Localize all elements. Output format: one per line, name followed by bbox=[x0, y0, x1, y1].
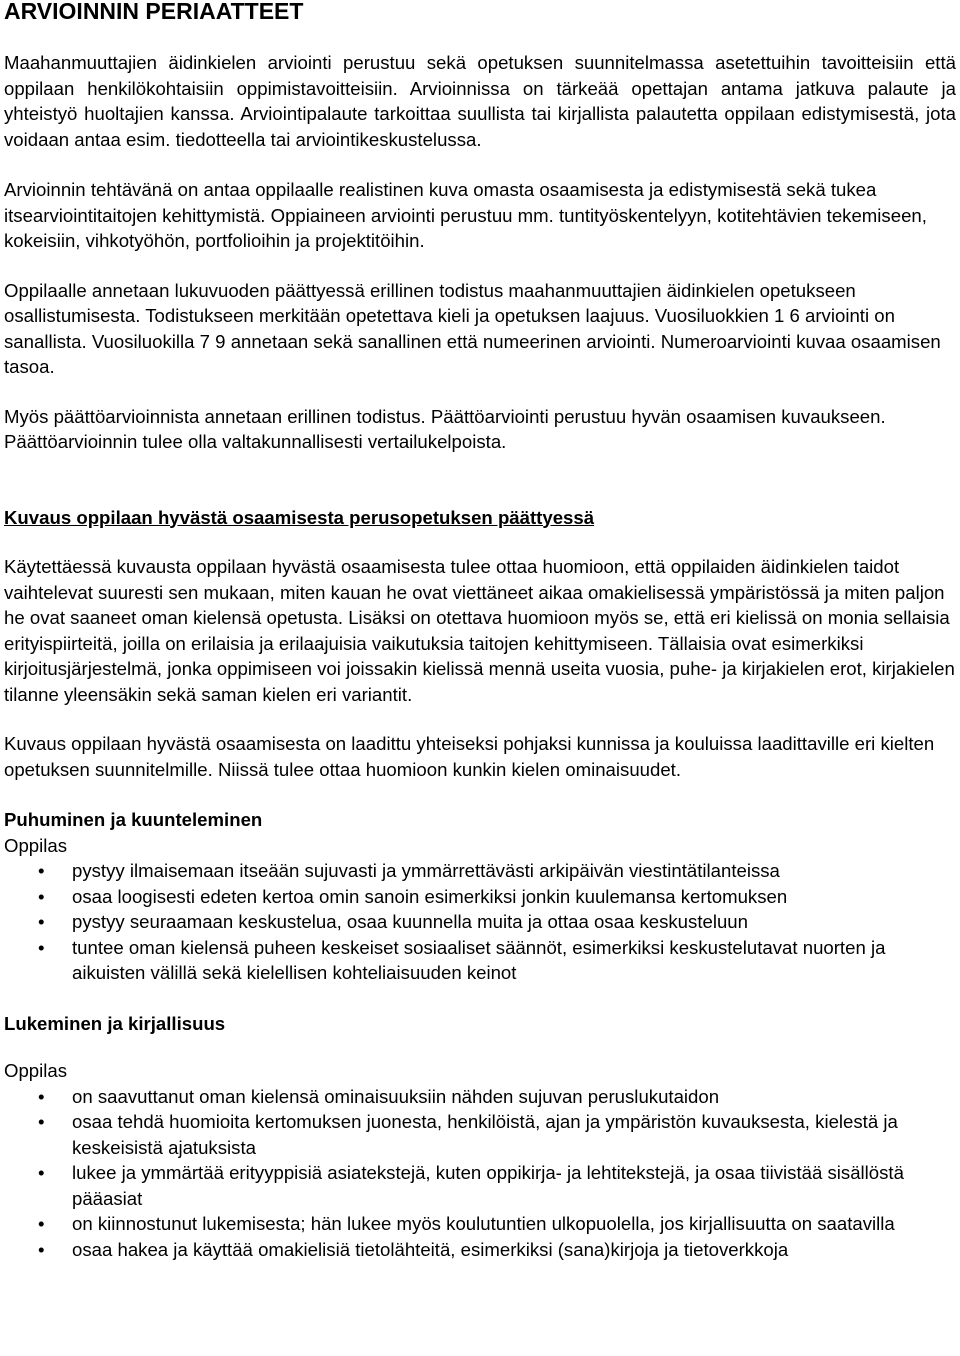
bullet-icon: • bbox=[38, 1238, 45, 1260]
intro-paragraph: Maahanmuuttajien äidinkielen arviointi perustuu sekä opetuksen suunnitelmassa asetettuihin tavoitteisiin että oppilaan henkilökohtaisiin oppimistavoitteisiin. Arvioinnissa on tärkeää opettajan antama jatkuva palaute ja yhteistyö huoltajien kanssa. Arviointipalaute tarkoittaa suullista tai kirjallista palautetta oppilaan edistymisestä, jota voidaan antaa esim. tiedotteella tai arviointikeskustelussa. bbox=[4, 52, 956, 150]
list-item bbox=[4, 1109, 956, 1160]
list-item bbox=[4, 1160, 956, 1211]
list-item-text: on saavuttanut oman kielensä ominaisuuksiin nähden sujuvan peruslukutaidon bbox=[72, 1085, 720, 1107]
list-item-text: pystyy seuraamaan keskustelua, osaa kuunnella muita ja ottaa osaa keskusteluun bbox=[72, 911, 748, 932]
document-page bbox=[4, 0, 956, 1262]
list-item bbox=[4, 1237, 956, 1263]
list-item bbox=[4, 1084, 956, 1110]
reading-heading: Lukeminen ja kirjallisuus bbox=[4, 1012, 226, 1034]
page-title: ARVIOINNIN PERIAATTEET bbox=[4, 0, 304, 24]
list-item-text: pystyy ilmaisemaan itseään sujuvasti ja ymmärrettävästi arkipäivän viestintätilanteissa bbox=[72, 860, 780, 881]
list-item-text: on kiinnostunut lukemisesta; hän lukee myös koulutuntien ulkopuolella, jos kirjallisuutta on saatavilla bbox=[72, 1213, 895, 1234]
list-item-text: tuntee oman kielensä puheen keskeiset sosiaaliset säännöt, esimerkiksi keskustelutavat nuorten ja aikuisten välillä sekä kielellisen kohteliaisuuden keinot bbox=[72, 936, 886, 983]
bullet-icon: • bbox=[38, 885, 45, 907]
final-assessment-paragraph: Myös päättöarvioinnista annetaan erillinen todistus. Päättöarviointi perustuu hyvän osaamisen kuvaukseen. Päättöarvioinnin tulee olla valtakunnallisesti vertailukelpoista. bbox=[4, 405, 886, 452]
speaking-heading: Puhuminen ja kuunteleminen bbox=[4, 809, 263, 830]
reading-label: Oppilas bbox=[4, 1060, 68, 1081]
section-paragraph: Kuvaus oppilaan hyvästä osaamisesta on laadittu yhteiseksi pohjaksi kunnissa ja kouluissa laadittaville eri kielten opetuksen suunnitelmille. Niissä tulee ottaa huomioon kunkin kielen ominaisuudet. bbox=[4, 733, 935, 780]
list-item bbox=[4, 1211, 956, 1237]
list-item-text: osaa tehdä huomioita kertomuksen juonesta, henkilöistä, ajan ja ympäristön kuvauksesta, kielestä ja keskeisistä ajatuksista bbox=[72, 1111, 898, 1158]
bullet-icon: • bbox=[38, 911, 45, 932]
list-item bbox=[4, 884, 956, 910]
bullet-icon: • bbox=[38, 1162, 45, 1183]
list-item bbox=[4, 858, 956, 884]
bullet-icon: • bbox=[38, 860, 45, 881]
certificate-paragraph: Oppilaalle annetaan lukuvuoden päättyessä erillinen todistus maahanmuuttajien äidinkielen opetukseen osallistumisesta. Todistukseen merkitään opetettava kieli ja opetuksen laajuus. Vuosiluokkien 1 6 arviointi on sanallista. Vuosiluokilla 7 9 annetaan sekä sanallinen että numeerinen arviointi. Numeroarviointi kuvaa osaamisen tasoa. bbox=[4, 279, 941, 377]
bullet-icon: • bbox=[38, 1111, 45, 1132]
list-item-text: osaa loogisesti edeten kertoa omin sanoin esimerkiksi jonkin kuulemansa kertomuksen bbox=[72, 885, 788, 907]
list-item bbox=[4, 909, 956, 935]
bullet-icon: • bbox=[38, 1213, 45, 1234]
speaking-label: Oppilas bbox=[4, 834, 68, 856]
section-paragraph: Käytettäessä kuvausta oppilaan hyvästä osaamisesta tulee ottaa huomioon, että oppilaiden äidinkielen taidot vaihtelevat suuresti sen mukaan, miten kauan he ovat viettäneet aikaa omakielisessä ympäristössä ja miten paljon he ovat saaneet oman kielensä opetusta. Lisäksi on otettava huomioon myös se, että eri kielissä on monia sellaisia erityispiirteitä, joilla on erilaisia ja erilaajuisia vaikutuksia taitojen kehittymiseen. Tällaisia ovat esimerkiksi kirjoitusjärjestelmä, jonka oppimiseen voi joissakin kielissä mennä useita vuosia, puhe- ja kirjakielen erot, kirjakielen tilanne yleensäkin sekä saman kielen eri variantit. bbox=[4, 556, 955, 705]
bullet-icon: • bbox=[38, 936, 45, 958]
section-heading: Kuvaus oppilaan hyvästä osaamisesta perusopetuksen päättyessä bbox=[4, 506, 595, 528]
speaking-list bbox=[4, 858, 956, 986]
list-item-text: lukee ja ymmärtää erityyppisiä asiatekstejä, kuten oppikirja- ja lehtitekstejä, ja osaa tiivistää sisällöstä pääasiat bbox=[72, 1162, 904, 1209]
reading-list bbox=[4, 1084, 956, 1263]
list-item bbox=[4, 935, 956, 986]
assessment-task-paragraph: Arvioinnin tehtävänä on antaa oppilaalle realistinen kuva omasta osaamisesta ja edistymisestä sekä tukea itsearviointitaitojen kehittymistä. Oppiaineen arviointi perustuu mm. tuntityöskentelyyn, kotitehtävien tekemiseen, kokeisiin, vihkotyöhön, portfolioihin ja projektitöihin. bbox=[4, 179, 927, 251]
bullet-icon: • bbox=[38, 1085, 45, 1107]
list-item-text: osaa hakea ja käyttää omakielisiä tietolähteitä, esimerkiksi (sana)kirjoja ja tietoverkkoja bbox=[72, 1238, 789, 1260]
